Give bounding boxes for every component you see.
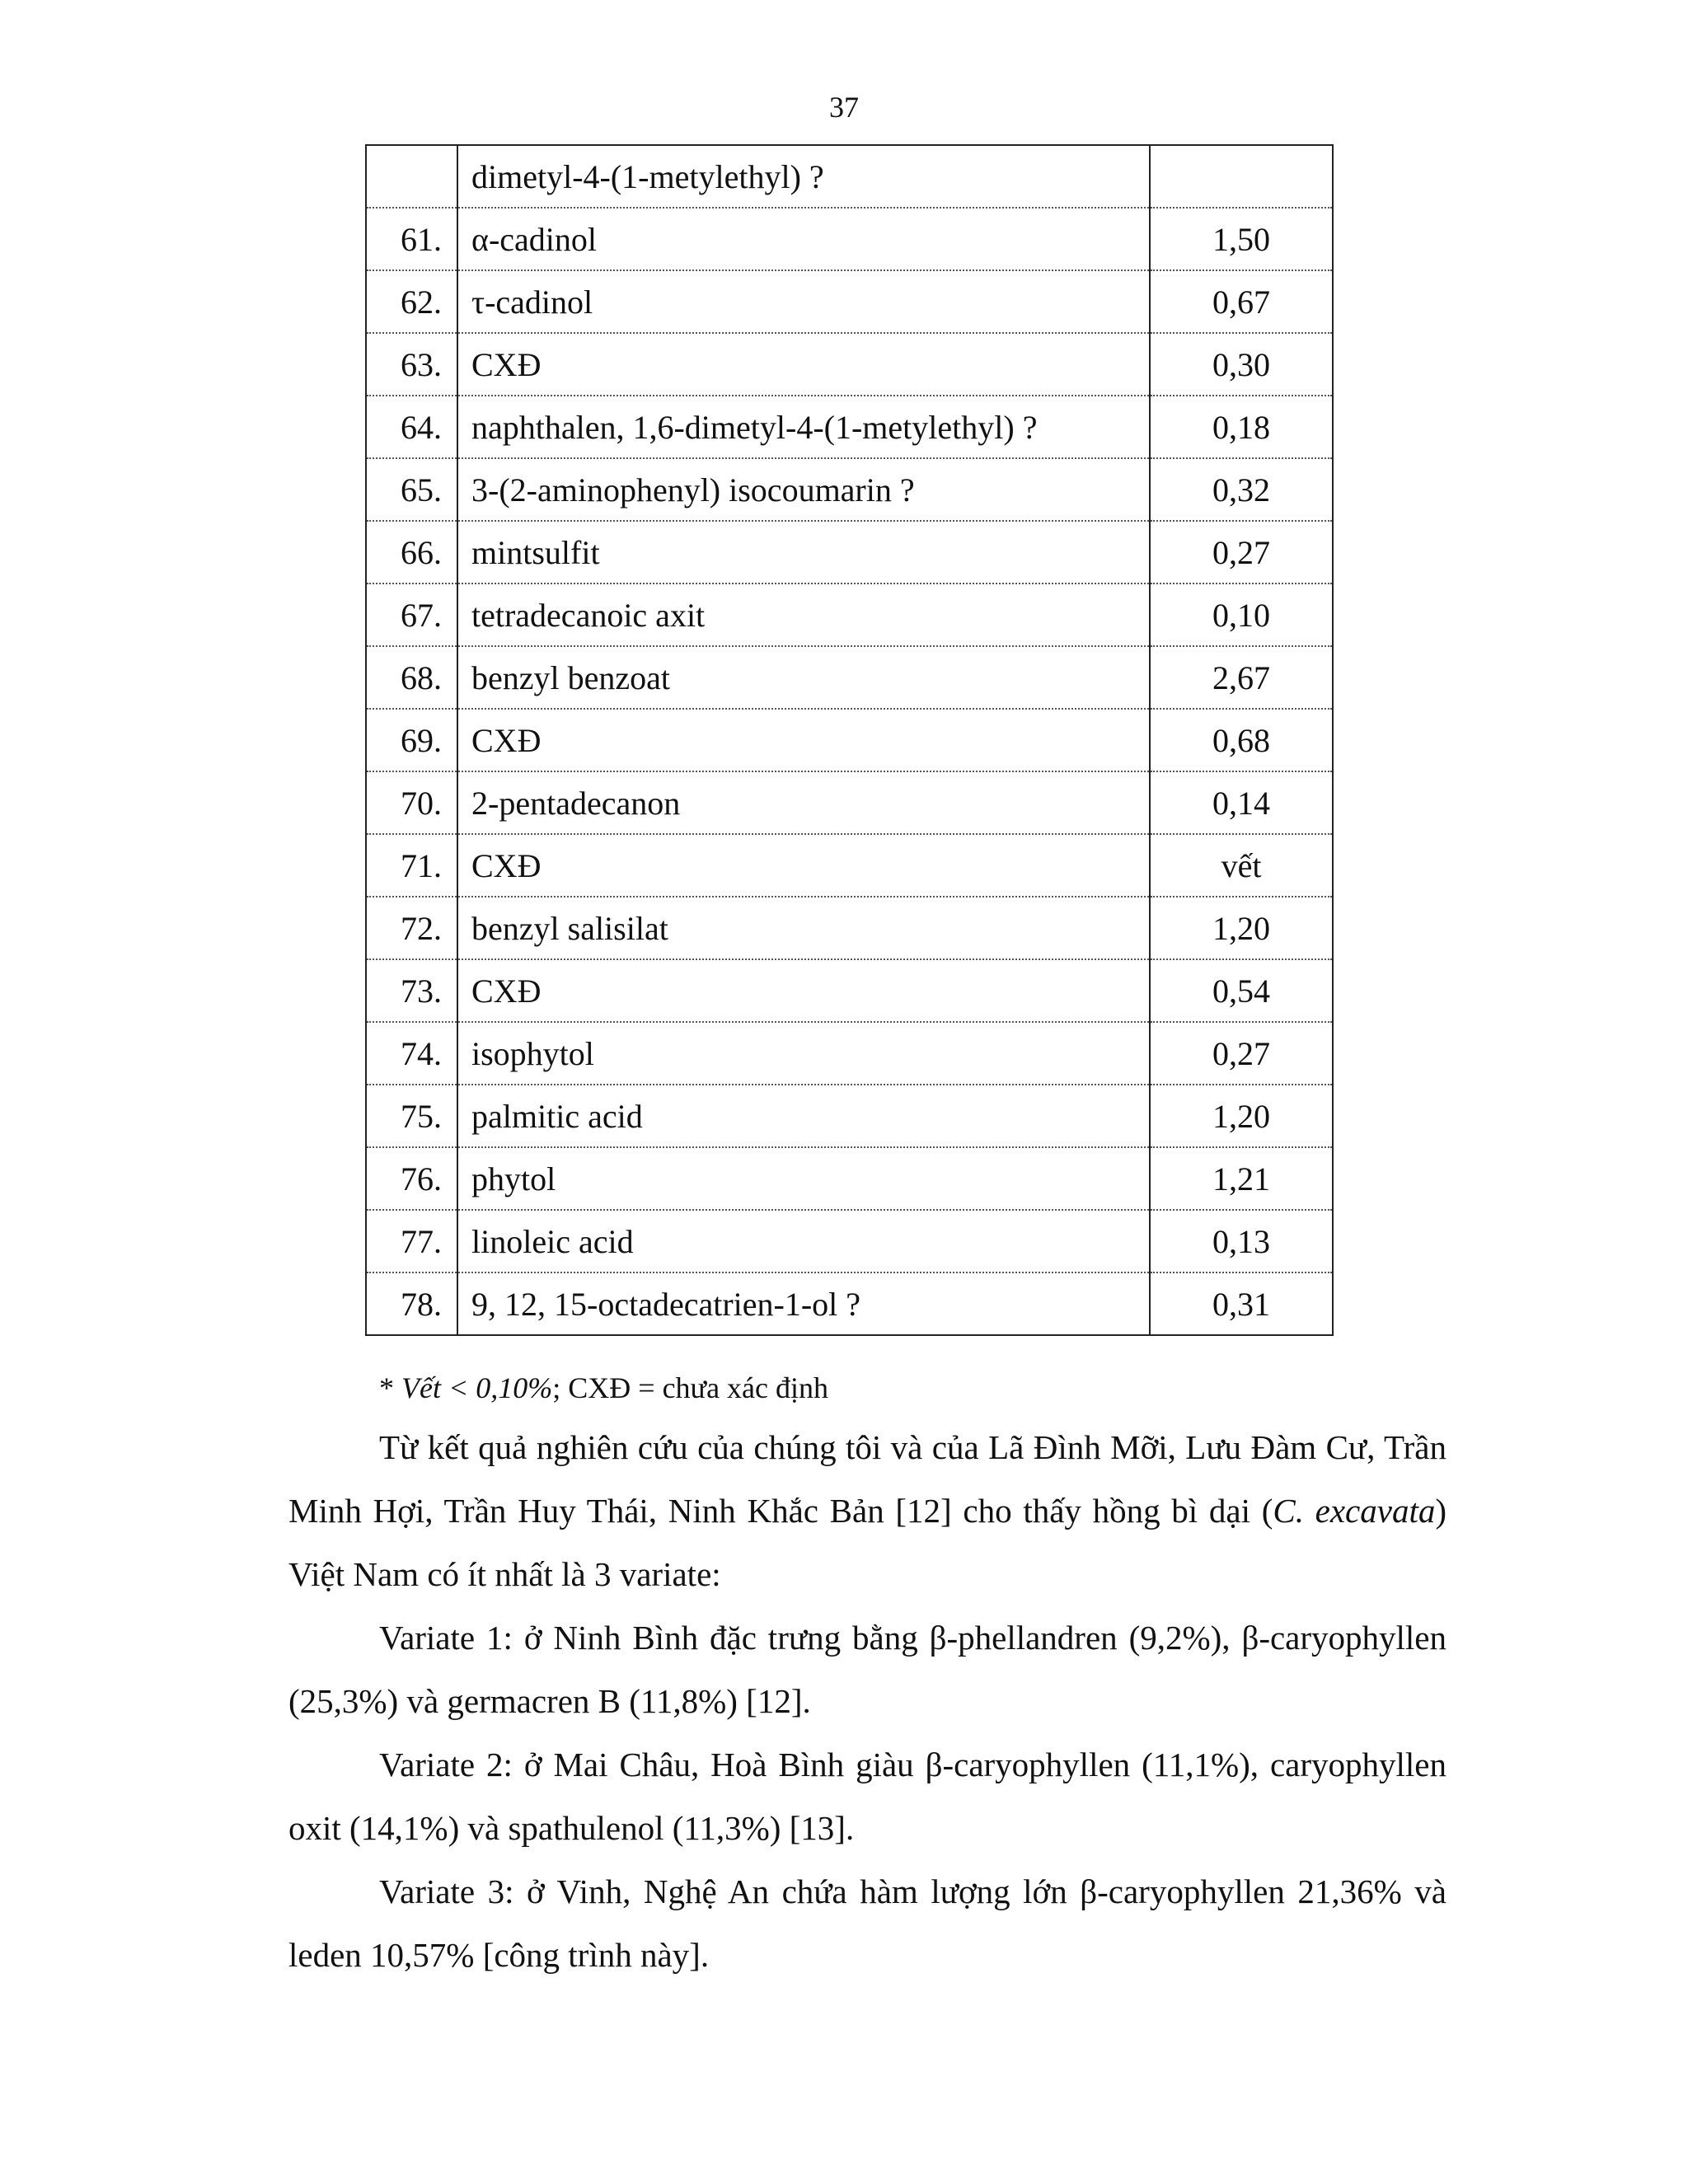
table-row <box>366 771 1333 834</box>
row-number: 68. <box>366 646 457 709</box>
compound-name: 2-pentadecanon <box>457 771 1150 834</box>
row-number: 69. <box>366 709 457 771</box>
compound-percent: 2,67 <box>1150 646 1333 709</box>
row-number: 71. <box>366 834 457 897</box>
row-number: 78. <box>366 1272 457 1335</box>
table-row <box>366 709 1333 771</box>
compound-name: CXĐ <box>457 834 1150 897</box>
table-footnote <box>379 1368 828 1408</box>
footnote-trace-definition: Vết < 0,10% <box>401 1371 553 1404</box>
row-number: 64. <box>366 396 457 458</box>
row-number: 65. <box>366 458 457 521</box>
table-row <box>366 834 1333 897</box>
table-row <box>366 646 1333 709</box>
species-name: C. excavata <box>1273 1492 1436 1530</box>
row-number: 61. <box>366 208 457 270</box>
compound-name: CXĐ <box>457 709 1150 771</box>
table-row <box>366 208 1333 270</box>
compound-name: isophytol <box>457 1022 1150 1085</box>
compound-percent: vết <box>1150 834 1333 897</box>
row-number: 63. <box>366 333 457 396</box>
compound-name: dimetyl-4-(1-metylethyl) ? <box>457 145 1150 208</box>
footnote-abbreviation: ; CXĐ = chưa xác định <box>552 1371 829 1404</box>
compound-percent: 0,27 <box>1150 521 1333 583</box>
footnote-prefix: * <box>379 1371 401 1404</box>
compound-percent: 0,68 <box>1150 709 1333 771</box>
compound-percent: 1,50 <box>1150 208 1333 270</box>
table-row <box>366 1210 1333 1272</box>
table-row <box>366 1022 1333 1085</box>
table-row <box>366 458 1333 521</box>
compound-percent: 0,67 <box>1150 270 1333 333</box>
row-number: 75. <box>366 1085 457 1147</box>
compound-name: benzyl benzoat <box>457 646 1150 709</box>
table-row <box>366 897 1333 959</box>
page-number: 37 <box>829 91 859 124</box>
paragraph-variate-3: Variate 3: ở Vinh, Nghệ An chứa hàm lượng lớn β-caryophyllen 21,36% và leden 10,57% [công trình này]. <box>288 1872 1447 1974</box>
table-row <box>366 1147 1333 1210</box>
paragraph-intro-b: ) Việt Nam có ít nhất là 3 variate: <box>288 1492 1447 1593</box>
row-number: 77. <box>366 1210 457 1272</box>
table-row <box>366 396 1333 458</box>
table-row <box>366 270 1333 333</box>
row-number: 66. <box>366 521 457 583</box>
table-row <box>366 145 1333 208</box>
compound-name: palmitic acid <box>457 1085 1150 1147</box>
row-number: 73. <box>366 959 457 1022</box>
compound-name: linoleic acid <box>457 1210 1150 1272</box>
compound-percent: 0,18 <box>1150 396 1333 458</box>
compound-percent <box>1150 145 1333 208</box>
compound-percent: 0,10 <box>1150 583 1333 646</box>
compound-name: mintsulfit <box>457 521 1150 583</box>
paragraph-variate-2: Variate 2: ở Mai Châu, Hoà Bình giàu β-caryophyllen (11,1%), caryophyllen oxit (14,1%) và spathulenol (11,3%) [13]. <box>288 1746 1447 1847</box>
row-number: 76. <box>366 1147 457 1210</box>
compound-percent: 1,20 <box>1150 1085 1333 1147</box>
row-number: 67. <box>366 583 457 646</box>
compound-percent: 0,54 <box>1150 959 1333 1022</box>
table-row <box>366 959 1333 1022</box>
compound-percent: 1,20 <box>1150 897 1333 959</box>
compound-table <box>365 144 1334 1336</box>
compound-name: 3-(2-aminophenyl) isocoumarin ? <box>457 458 1150 521</box>
compound-name: τ-cadinol <box>457 270 1150 333</box>
table-row <box>366 1085 1333 1147</box>
compound-name: phytol <box>457 1147 1150 1210</box>
table-row <box>366 333 1333 396</box>
compound-percent: 0,31 <box>1150 1272 1333 1335</box>
compound-percent: 1,21 <box>1150 1147 1333 1210</box>
compound-name: naphthalen, 1,6-dimetyl-4-(1-metylethyl) ? <box>457 396 1150 458</box>
compound-name: α-cadinol <box>457 208 1150 270</box>
paragraph-variate-1: Variate 1: ở Ninh Bình đặc trưng bằng β-phellandren (9,2%), β-caryophyllen (25,3%) và germacren B (11,8%) [12]. <box>288 1619 1447 1720</box>
compound-name: CXĐ <box>457 959 1150 1022</box>
compound-percent: 0,13 <box>1150 1210 1333 1272</box>
compound-percent: 0,27 <box>1150 1022 1333 1085</box>
compound-name: 9, 12, 15-octadecatrien-1-ol ? <box>457 1272 1150 1335</box>
compound-name: CXĐ <box>457 333 1150 396</box>
compound-percent: 0,32 <box>1150 458 1333 521</box>
row-number: 72. <box>366 897 457 959</box>
row-number: 70. <box>366 771 457 834</box>
compound-percent: 0,30 <box>1150 333 1333 396</box>
compound-percent: 0,14 <box>1150 771 1333 834</box>
paragraph-intro <box>288 1416 1447 1606</box>
table-row <box>366 1272 1333 1335</box>
table-row <box>366 521 1333 583</box>
row-number: 74. <box>366 1022 457 1085</box>
compound-table-body <box>366 145 1333 1335</box>
row-number: 62. <box>366 270 457 333</box>
compound-name: tetradecanoic axit <box>457 583 1150 646</box>
body-text <box>288 1416 1447 1987</box>
row-number <box>366 145 457 208</box>
table-row <box>366 583 1333 646</box>
compound-name: benzyl salisilat <box>457 897 1150 959</box>
paragraph-intro-a: Từ kết quả nghiên cứu của chúng tôi và của Lã Đình Mỡi, Lưu Đàm Cư, Trần Minh Hợi, Trần Huy Thái, Ninh Khắc Bản [12] cho thấy hồng bì dại ( <box>288 1428 1447 1530</box>
